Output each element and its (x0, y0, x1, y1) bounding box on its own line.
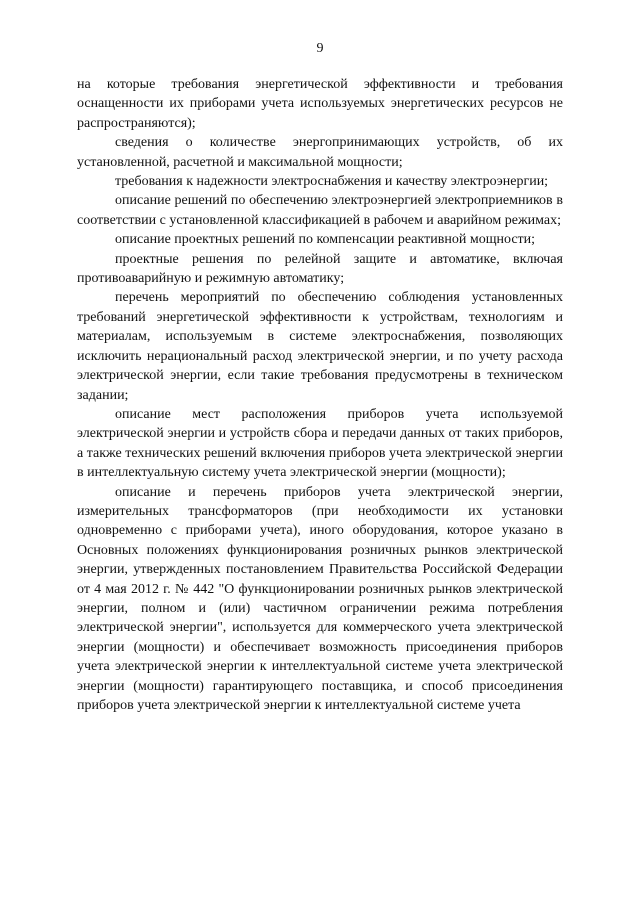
page-number: 9 (316, 41, 324, 56)
paragraph-meter-list: описание и перечень приборов учета электрической энергии, измерительных трансформаторов (при необходимости их установки одновременно с приборами учета), иного оборудования, которое указано в Основных положениях функционирования розничных рынков электрической энергии, утвержденных постановлением Правительства Российской Федерации от 4 мая 2012 г. № 442 "О функционировании розничных рынков электрической энергии, полном и (или) частичном ограничении режима потребления электрической энергии", используется для коммерческого учета электрической энергии (мощности) и обеспечивает возможность присоединения приборов учета электрической энергии к интеллектуальной системе учета электрической энергии (мощности) гарантирующего поставщика, и способ присоединения приборов учета электрической энергии к интеллектуальной системе учета (77, 484, 563, 713)
paragraph-meter-locations: описание мест расположения приборов учета используемой электрической энергии и устройств сбора и передачи данных от таких приборов, а также технических решений включения приборов учета электрической энергии в интеллектуальную систему учета электрической энергии (мощности); (77, 406, 563, 481)
paragraph-relay-protection: проектные решения по релейной защите и автоматике, включая противоаварийную и режимную автоматику; (77, 251, 563, 287)
paragraph-efficiency-measures: перечень мероприятий по обеспечению соблюдения установленных требований энергетической эффективности к устройствам, технологиям и материалам, используемым в системе электроснабжения, позволяющих исключить нерациональный расход электрической энергии, и по учету расхода электрической энергии, если такие требования предусмотрены в техническом задании; (77, 290, 563, 403)
document-body (77, 75, 563, 715)
paragraph-reactive-power: описание проектных решений по компенсации реактивной мощности; (115, 232, 536, 248)
paragraph-reliability-requirements: требования к надежности электроснабжения и качеству электроэнергии; (115, 174, 549, 190)
paragraph-device-count: сведения о количестве энергопринимающих устройств, об их установленной, расчетной и максимальной мощности; (77, 135, 563, 170)
paragraph-supply-solutions: описание решений по обеспечению электроэнергией электроприемников в соответствии с установленной классификацией в рабочем и аварийном режимах; (77, 193, 563, 228)
paragraph-continuation: на которые требования энергетической эффективности и требования оснащенности их приборами учета используемых энергетических ресурсов не распространяются); (77, 77, 563, 131)
